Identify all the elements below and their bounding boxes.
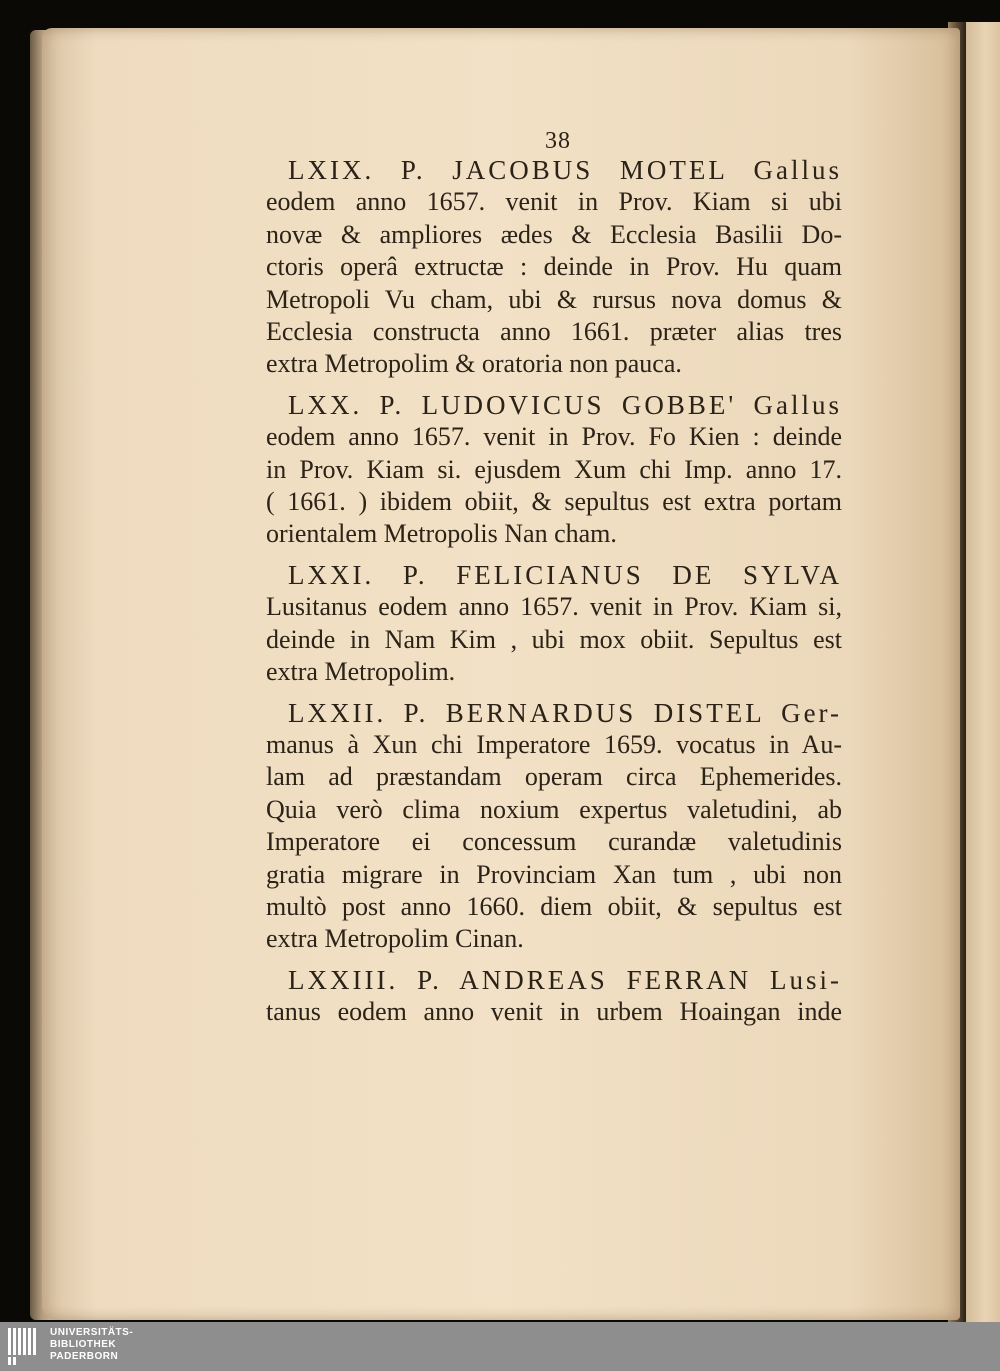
- entry-line: extra Metropolim.: [266, 657, 456, 687]
- entry-line: Lusitanus eodem anno 1657. venit in Prov. Kiam si,: [266, 592, 842, 622]
- entry-line: ( 1661. ) ibidem obiit, & sepultus est extra portam: [266, 487, 842, 517]
- entry-heading: LXIX. P. JACOBUS MOTEL Gallus: [288, 155, 842, 185]
- entry-line: extra Metropolim Cinan.: [266, 924, 524, 954]
- entry-heading: LXXIII. P. ANDREAS FERRAN Lusi-: [288, 964, 842, 995]
- entry-line: multò post anno 1660. diem obiit, & sepultus est: [266, 891, 842, 921]
- entry-lxxiii: [266, 964, 842, 1029]
- entry-line: lam ad præstandam operam circa Ephemerides.: [266, 762, 842, 792]
- entry-heading: LXX. P. LUDOVICUS GOBBE' Gallus: [288, 389, 842, 420]
- entry-line: orientalem Metropolis Nan cham.: [266, 519, 617, 549]
- entry-lxxii: [266, 697, 842, 956]
- entry-line: eodem anno 1657. venit in Prov. Kiam si ubi: [266, 187, 842, 217]
- footer-bar: [0, 1322, 1000, 1371]
- facing-page-edge: [962, 22, 1000, 1322]
- entry-line: Imperatore ei concessum curandæ valetudinis: [266, 827, 842, 857]
- entry-line: extra Metropolim & oratoria non pauca.: [266, 349, 682, 379]
- library-logo-icon: [6, 1326, 42, 1367]
- entry-line: Quia verò clima noxium expertus valetudini, ab: [266, 794, 842, 824]
- entry-lxix: [266, 154, 842, 381]
- entry-line: eodem anno 1657. venit in Prov. Fo Kien : deinde: [266, 422, 842, 452]
- institution-name: [50, 1327, 133, 1363]
- institution-line: BIBLIOTHEK: [50, 1339, 117, 1350]
- page-text: [266, 128, 842, 1029]
- entry-line: Metropoli Vu cham, ubi & rursus nova domus &: [266, 284, 842, 314]
- entry-line: novæ & ampliores ædes & Ecclesia Basilii Do-: [266, 219, 842, 249]
- institution-line: PADERBORN: [50, 1351, 119, 1362]
- page-number: 38: [545, 128, 571, 154]
- entry-line: gratia migrare in Provinciam Xan tum , ubi non: [266, 859, 842, 889]
- entry-lxxi: [266, 559, 842, 689]
- entry-heading: LXXII. P. BERNARDUS DISTEL Ger-: [288, 697, 842, 728]
- entry-line: tanus eodem anno venit in urbem Hoaingan inde: [266, 997, 842, 1027]
- entry-line: manus à Xun chi Imperatore 1659. vocatus in Au-: [266, 729, 842, 759]
- entry-line: ctoris operâ extructæ : deinde in Prov. Hu quam: [266, 252, 842, 282]
- entry-line: deinde in Nam Kim , ubi mox obiit. Sepultus est: [266, 624, 842, 654]
- entry-line: in Prov. Kiam si. ejusdem Xum chi Imp. anno 17.: [266, 454, 842, 484]
- institution-line: UNIVERSITÄTS-: [50, 1327, 134, 1338]
- entry-lxx: [266, 389, 842, 551]
- entry-heading: LXXI. P. FELICIANUS DE SYLVA: [288, 559, 842, 590]
- entry-line: Ecclesia constructa anno 1661. præter alias tres: [266, 317, 842, 347]
